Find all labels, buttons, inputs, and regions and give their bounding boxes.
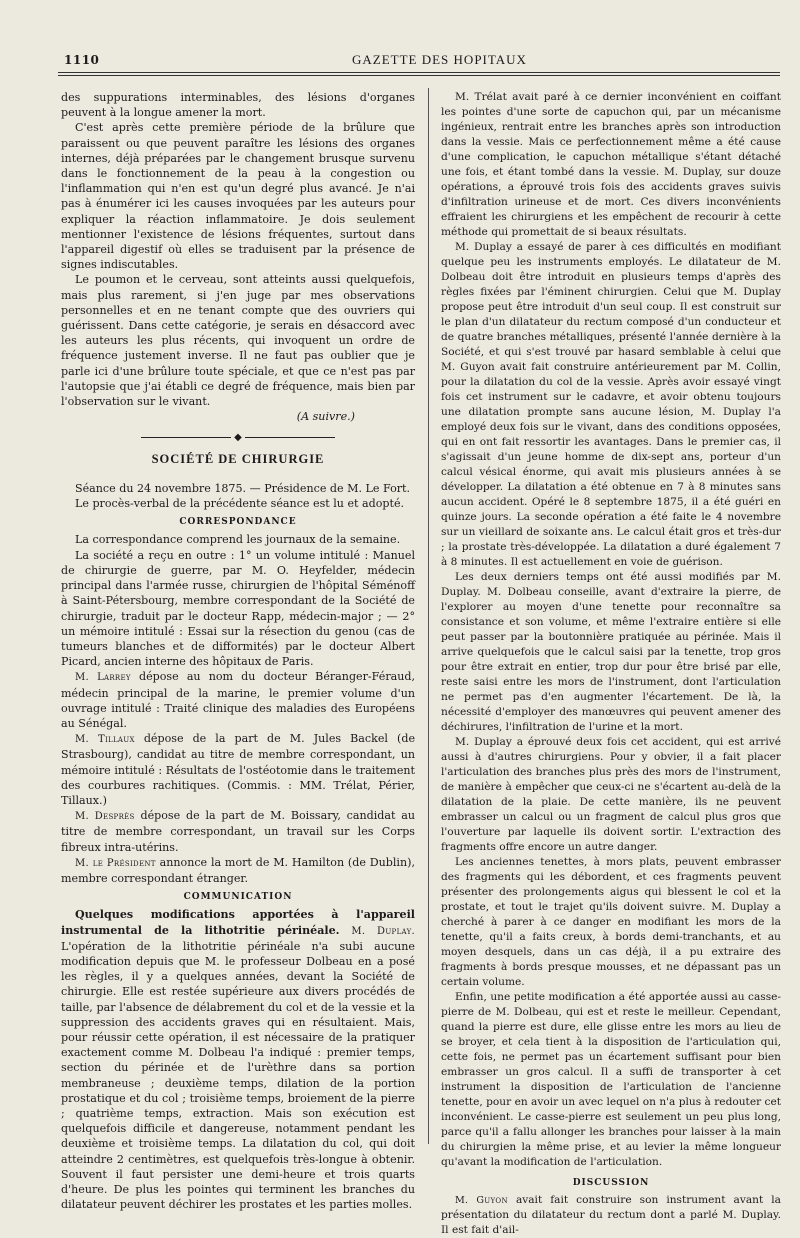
section-title: SOCIÉTÉ DE CHIRURGIE <box>151 451 325 466</box>
paragraph: M. Duplay a éprouvé deux fois cet accident, qui est arrivé aussi à d'autres chirurgiens. Pour y obvier, il a fait placer l'articulation des branches plus près des mors de l'instrument, de manière à empêcher que ceux-ci ne s'écartent au-delà de la dilatation de la plaie. De cette manière, ils ne peuvent embrasser un calcul ou un fragment de calcul plus gros que l'ouverture par laquelle ils doivent sortir. L'extraction des fragments offre encore un autre danger. <box>441 736 781 853</box>
paragraph: M. Duplay a essayé de parer à ces difficultés en modifiant quelque peu les instruments employés. Le dilatateur de M. Dolbeau doit être introduit en plusieurs temps d'après des règles fixées par l'éminent chirurgien. Celui que M. Duplay propose peut être introduit d'un seul coup. Il est construit sur le plan d'un dilatateur du rectum composé d'un conducteur et de quatre branches métalliques, présenté l'année dernière à la Société, et qui s'est trouvé par hasard semblable à celui que M. Guyon avait fait construire antérieurement par M. Collin, pour la dilatation du col de la vessie. Après avoir essayé vingt fois cet instrument sur le cadavre, et avoir obtenu toujours une dilatation prompte sans aucune lésion, M. Duplay l'a employé deux fois sur le vivant, dans des conditions opposées, qui en ont fait ressortir les avantages. Dans le premier cas, il s'agissait d'un jeune homme de dix-sept ans, porteur d'un calcul vésical énorme, qui avait mis plusieurs années à se développer. La dilatation a été obtenue en 7 à 8 minutes sans aucun accident. Opéré le 8 septembre 1875, il a été guéri en quinze jours. La seconde opération a été faite le 4 novembre sur un vieillard de soixante ans. Le calcul était gros et très-dur ; la prostate très-développée. La dilatation a duré également 7 à 8 minutes. Il est actuellement en voie de guérison. <box>441 241 781 568</box>
paragraph-text: dépose de la part de M. Jules Backel (de Strasbourg), candidat au titre de membre correspondant, un mémoire intitulé : Résultats de l'ostéotomie dans le traitement des courbures rachitiques. (Commis. : MM. Trélat, Périer, Tillaux.) <box>61 732 416 807</box>
paragraph: Le procès-verbal de la précédente séance est lu et adopté. <box>75 497 405 511</box>
column-divider <box>428 88 429 1144</box>
subsection-title: DISCUSSION <box>572 1178 650 1188</box>
article-heading: Quelques modifications apportées à l'appareil instrumental de la lithotritie périnéale. <box>61 908 415 937</box>
paragraph: des suppurations interminables, des lésions d'organes peuvent à la longue amener la mort. <box>61 91 415 120</box>
paragraph: C'est après cette première période de la brûlure que paraissent ou que peuvent paraître les lésions des organes internes, déjà préparées par le changement brusque survenu dans le fonctionnement de la peau à la congestion ou l'inflammation qui n'en est qu'un degré plus avancé. Je n'ai pas à énumérer ici les causes invoquées par les auteurs pour expliquer la réaction inflammatoire. Je dois seulement mentionner l'existence de lésions fréquentes, surtout dans l'appareil digestif où elles se traduisent par la présence de signes indiscutables. <box>61 121 415 272</box>
paragraph <box>61 907 415 1212</box>
speaker-name: M. le Président <box>75 857 156 869</box>
speaker-name: M. Larrey <box>75 672 131 684</box>
paragraph <box>61 731 415 808</box>
paragraph: Le poumon et le cerveau, sont atteints aussi quelquefois, mais plus rarement, si j'en juge par mes observations personnelles et en ne tenant compte que des ouvriers qui guérissent. Dans cette catégorie, je serais en désaccord avec les auteurs les plus récents, qui invoquent un ordre de fréquence justement inverse. Il ne faut pas oublier que je parle ici d'une brûlure toute spéciale, et que ce n'est pas par l'autopsie que j'ai établi ce degré de fréquence, mais bien par l'observation sur le vivant. <box>61 273 415 409</box>
header-rule-bottom <box>58 75 780 76</box>
speaker-name: M. Desprès <box>75 811 135 823</box>
paragraph-text: L'opération de la lithotritie périnéale n'a subi aucune modification depuis que M. le professeur Dolbeau en a posé les règles, il y a quelques années, devant la Société de chirurgie. Elle est restée supérieure aux divers procédés de taille, par l'absence de délabrement du col et de la vessie et la suppression des accidents graves qui en résultaient. Mais, pour réussir cette opération, il est nécessaire de la pratiquer exactement comme M. Dolbeau l'a indiqué : premier temps, section du périnée et de l'urèthre dans sa portion membraneuse ; deuxième temps, dilation de la portion prostatique et du col ; troisième temps, broiement de la pierre ; quatrième temps, extraction. Mais son exécution est quelquefois difficile et dangereuse, notamment pendant les deuxième et troisième temps. La dilatation du col, qui doit atteindre 2 centimètres, est quelquefois très-longue à obtenir. Souvent il faut persister une demi-heure et trois quarts d'heure. De plus les pointes qui terminent les branches du dilatateur peuvent déchirer les prostates et les parties molles. <box>61 939 415 1212</box>
paragraph: Les deux derniers temps ont été aussi modifiés par M. Duplay. M. Dolbeau conseille, avant d'extraire la pierre, de l'explorer au moyen d'une tenette pour reconnaître sa consistance et son volume, et même l'extraire entière si elle peut passer par la boutonnière pratiquée au périnée. Mais il arrive quelquefois que le calcul saisi par la tenette, trop gros pour être extrait en entier, trop dur pour être brisé par elle, reste saisi entre les mors de l'instrument, dont l'articulation ne permet pas d'en augmenter l'écartement. De là, la nécessité d'employer des manœuvres qui peuvent amener des déchirures, l'infiltration de l'urine et la mort. <box>441 571 781 733</box>
speaker-name: M. Tillaux <box>75 734 135 746</box>
paragraph-text: avait fait construire son instrument avant la présentation du dilatateur du rectum dont a parlé M. Duplay. Il est fait d'ail- <box>441 1194 781 1236</box>
subsection-title: CORRESPONDANCE <box>179 517 297 528</box>
left-column <box>61 90 415 1212</box>
right-column <box>441 90 781 1238</box>
paragraph <box>61 669 415 731</box>
paragraph-text: dépose au nom du docteur Béranger-Féraud, médecin principal de la marine, le premier volume d'un ouvrage intitulé : Traité clinique des maladies des Européens au Sénégal. <box>61 670 416 730</box>
paragraph: Enfin, une petite modification a été apportée aussi au casse-pierre de M. Dolbeau, qui est et reste le meilleur. Cependant, quand la pierre est dure, elle glisse entre les mors au lieu de se broyer, et cela tient à la disposition de l'articulation qui, cette fois, ne permet pas un écartement suffisant pour bien embrasser un gros calcul. Il a suffi de transporter à cet instrument la disposition de l'articulation de l'ancienne tenette, pour en avoir un avec lequel on n'a plus à redouter cet inconvénient. Le casse-pierre est seulement un peu plus long, parce qu'il a fallu allonger les branches pour laisser à la main du chirurgien la même prise, et au levier la même longueur qu'avant la modification de l'articulation. <box>441 991 781 1168</box>
paragraph: M. Trélat avait paré à ce dernier inconvénient en coiffant les pointes d'une sorte de capuchon qui, par un mécanisme ingénieux, rentrait entre les branches après son introduction dans la vessie. Mais ce perfectionnement même a été cause d'une complication, le capuchon métallique s'étant détaché une fois, et étant tombé dans la vessie. M. Duplay, sur douze opérations, a éprouvé trois fois des accidents graves suivis d'infiltration urineuse et de mort. Ces divers inconvénients effraient les chirurgiens et les empêchent de recourir à cette méthode qui promettait de si beaux résultats. <box>441 91 781 238</box>
speaker-name: M. Guyon <box>455 1195 508 1206</box>
speaker-name: M. Duplay. <box>351 925 415 937</box>
session-line: Séance du 24 novembre 1875. — Présidence de M. Le Fort. <box>75 481 411 495</box>
section-divider: ◆ <box>61 430 415 445</box>
paragraph-text: dépose de la part de M. Boissary, candidat au titre de membre correspondant, un travail sur les Corps fibreux intra-utérins. <box>61 809 415 854</box>
paragraph: La société a reçu en outre : 1° un volume intitulé : Manuel de chirurgie de guerre, par M. O. Heyfelder, médecin principal dans l'armée russe, chirurgien de l'hôpital Séménoff à Saint-Pétersbourg, membre correspondant de la Société de chirurgie, traduit par le docteur Rapp, médecin-major ; — 2° un mémoire intitulé : Essai sur la résection du genou (cas de tumeurs blanches et de difformités) par le docteur Albert Picard, ancien interne des hôpitaux de Paris. <box>61 548 415 669</box>
header-rule-top <box>58 72 780 73</box>
journal-title: GAZETTE DES HOPITAUX <box>352 52 527 67</box>
continuation-note: (A suivre.) <box>296 410 355 424</box>
page-number: 1110 <box>64 53 100 67</box>
paragraph: La correspondance comprend les journaux de la semaine. <box>75 533 401 547</box>
paragraph <box>441 1193 781 1238</box>
paragraph-text: annonce la mort de M. Hamilton (de Dublin), membre correspondant étranger. <box>61 855 415 885</box>
subsection-title: COMMUNICATION <box>183 892 293 903</box>
paragraph: Les anciennes tenettes, à mors plats, peuvent embrasser des fragments qui les débordent, et ces fragments peuvent présenter des prolongements aigus qui blessent le col et la prostate, et tout le trajet qu'ils doivent suivre. M. Duplay a cherché à parer à ce danger en modifiant les mors de la tenette, qu'il a faits creux, à bords demi-tranchants, et au moyen desquels, dans un cas déjà, il a pu extraire des fragments à bords presque mousses, et ne dépassant pas un certain volume. <box>441 856 781 988</box>
paragraph <box>61 855 415 886</box>
paragraph <box>61 808 415 855</box>
